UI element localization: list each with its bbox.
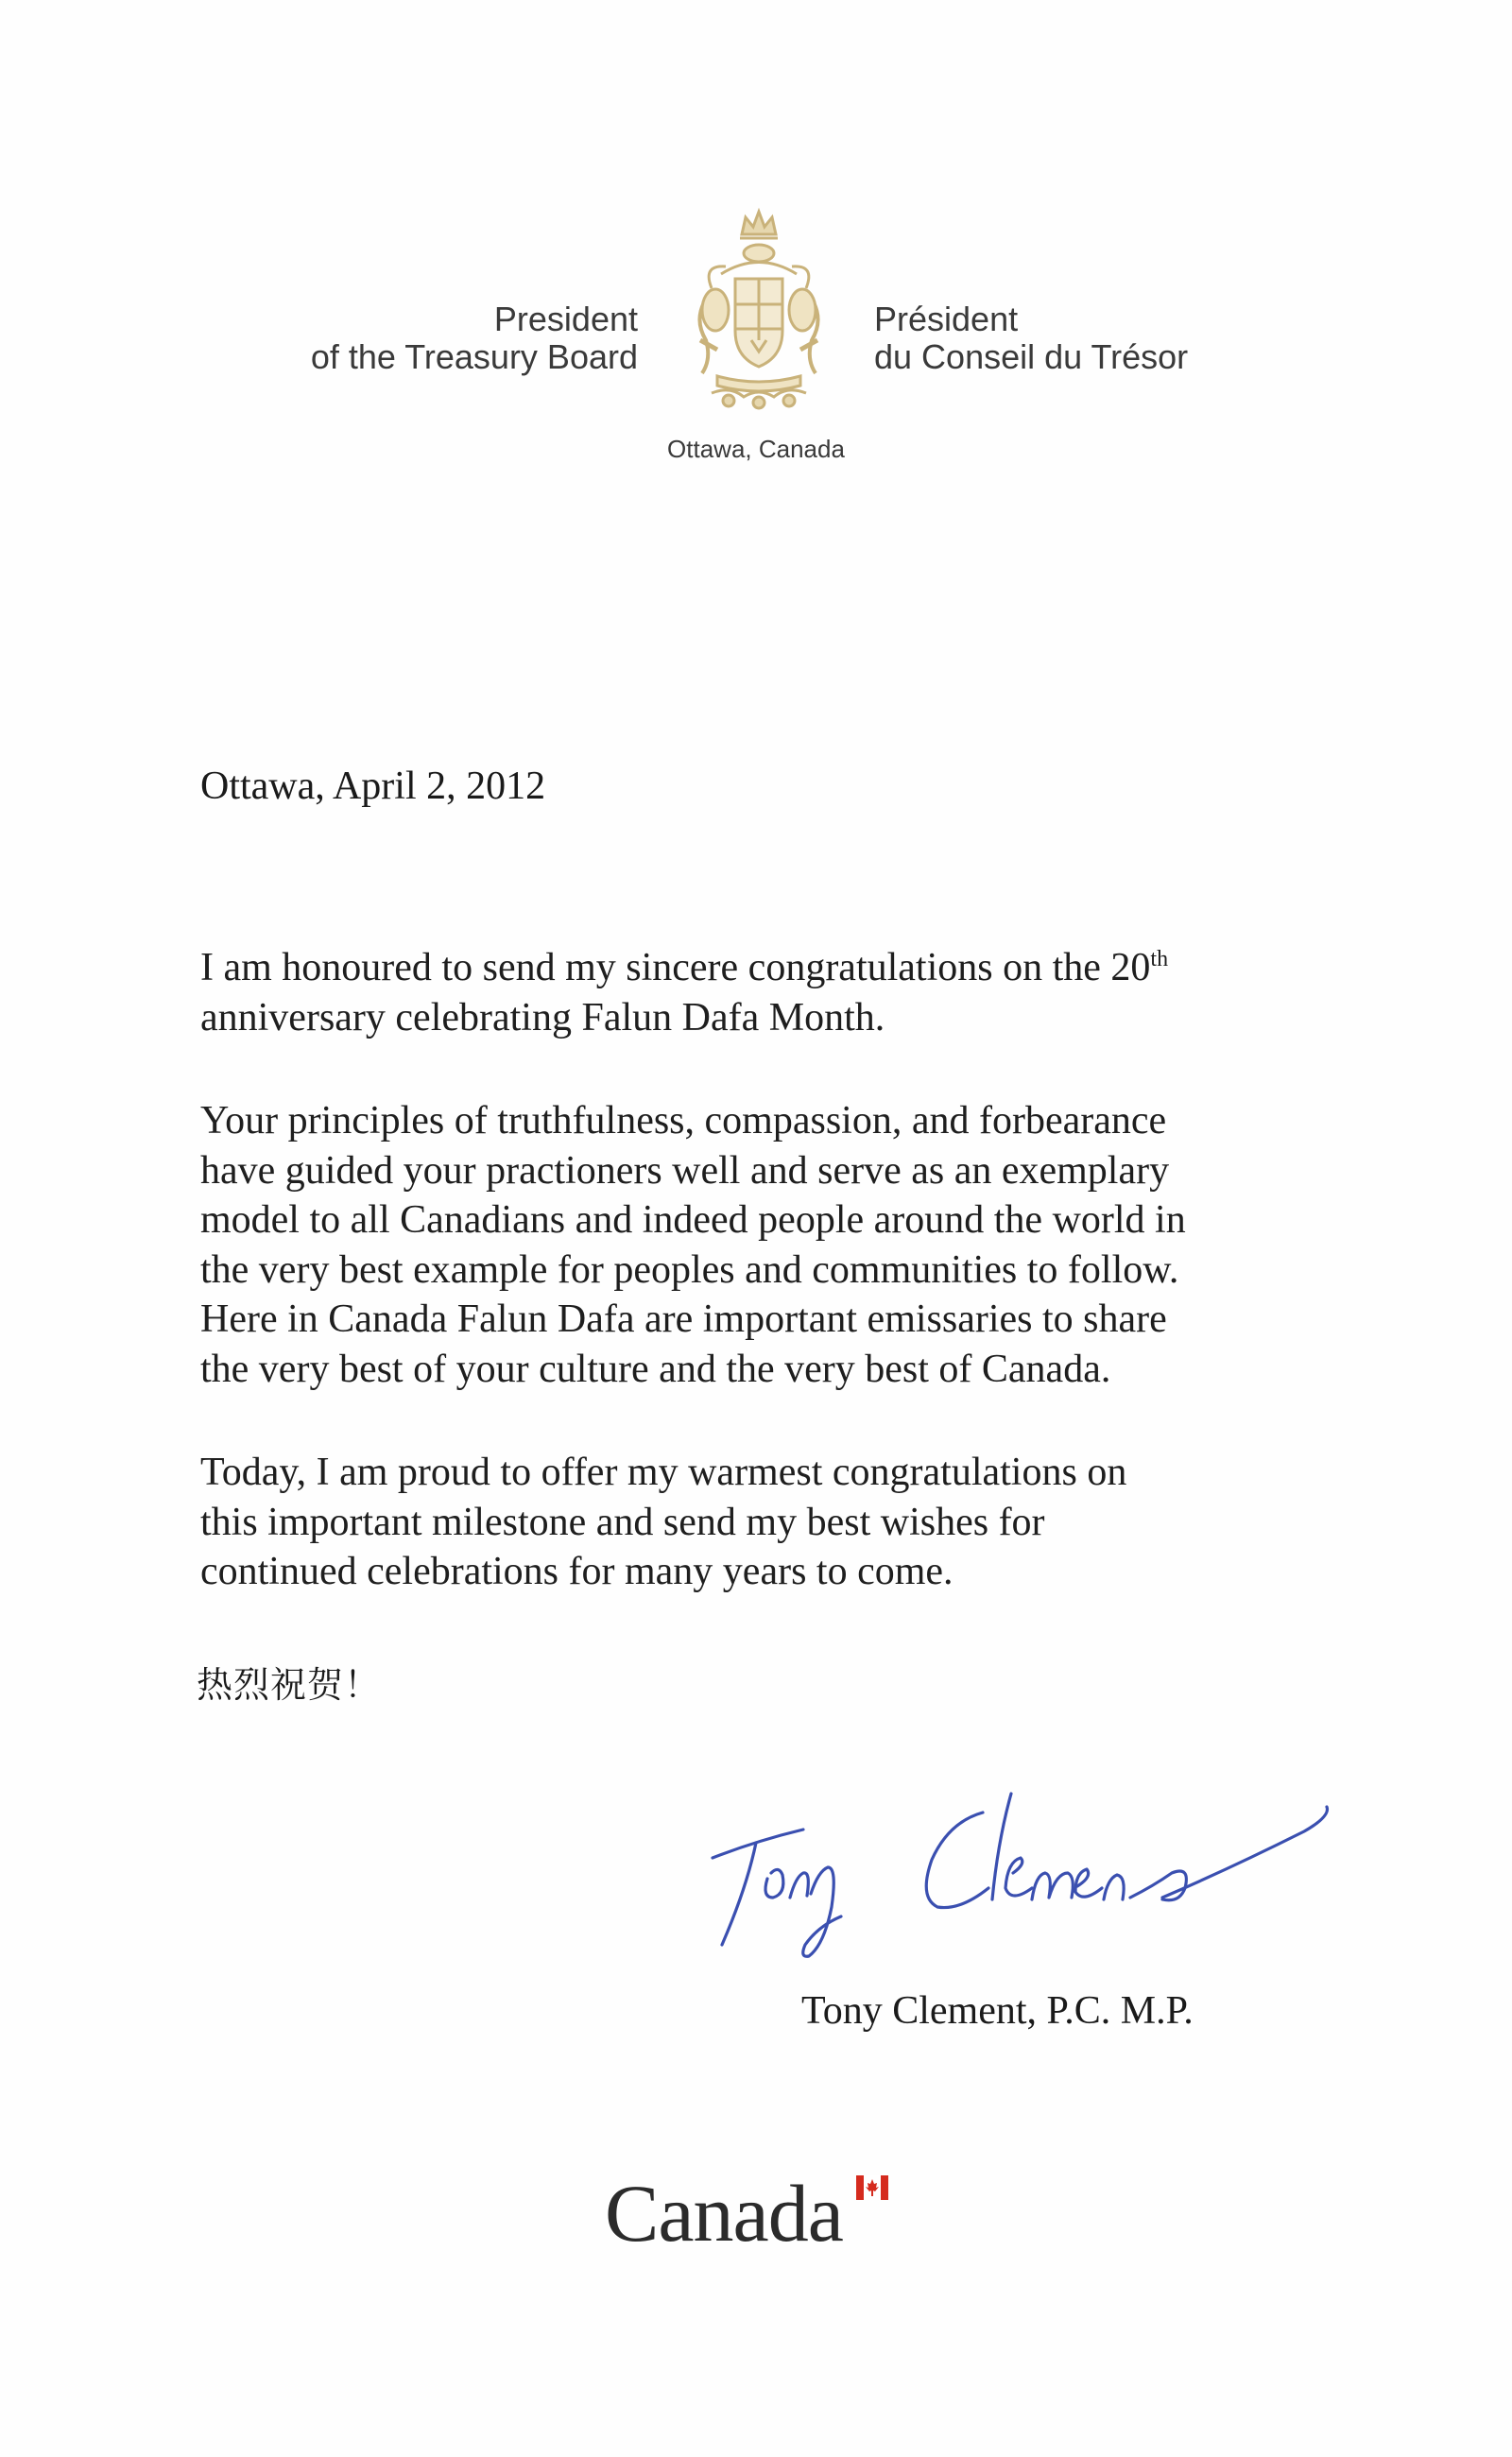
letterhead-french — [874, 301, 1188, 376]
paragraph-1-line-1-text: I am honoured to send my sincere congratulations on the 20 — [200, 946, 1151, 989]
paragraph-2-line: have guided your practioners well and serve as an exemplary — [200, 1148, 1170, 1193]
letterhead-english-line-2: of the Treasury Board — [310, 337, 638, 376]
signature-image — [699, 1756, 1342, 1973]
canadian-flag-icon — [856, 2175, 888, 2200]
letterhead-city: Ottawa, Canada — [667, 435, 845, 463]
paragraph-3-line: continued celebrations for many years to come. — [200, 1550, 954, 1593]
paragraph-1 — [200, 943, 1325, 1042]
coat-of-arms-icon — [683, 198, 834, 416]
letter-date: Ottawa, April 2, 2012 — [200, 765, 546, 808]
paragraph-1-line-2: anniversary celebrating Falun Dafa Month. — [200, 995, 885, 1040]
ordinal-suffix: th — [1150, 947, 1169, 971]
letterhead-english — [311, 301, 638, 376]
letterhead-french-line-2: du Conseil du Trésor — [874, 337, 1189, 376]
signer-name: Tony Clement, P.C. M.P. — [801, 1989, 1194, 2033]
paragraph-2-line: model to all Canadians and indeed people around the world in — [200, 1198, 1186, 1242]
letterhead-french-line-1: Président — [874, 300, 1019, 338]
paragraph-3 — [200, 1448, 1325, 1597]
paragraph-2-line: Your principles of truthfulness, compassion, and forbearance — [200, 1099, 1167, 1143]
paragraph-3-line: this important milestone and send my best wishes for — [200, 1500, 1045, 1544]
paragraph-2-line: the very best example for peoples and communities to follow. — [200, 1247, 1179, 1292]
paragraph-2 — [200, 1096, 1325, 1394]
paragraph-2-line: the very best of your culture and the very best of Canada. — [200, 1347, 1111, 1391]
paragraph-3-line: Today, I am proud to offer my warmest congratulations on — [200, 1451, 1127, 1494]
canada-wordmark: Canada — [605, 2168, 843, 2259]
paragraph-1-line-1 — [200, 943, 1325, 993]
paragraph-2-line: Here in Canada Falun Dafa are important emissaries to share — [200, 1297, 1167, 1341]
letterhead-english-line-1: President — [493, 300, 638, 338]
closing-greeting: 热烈祝贺！ — [197, 1664, 382, 1706]
